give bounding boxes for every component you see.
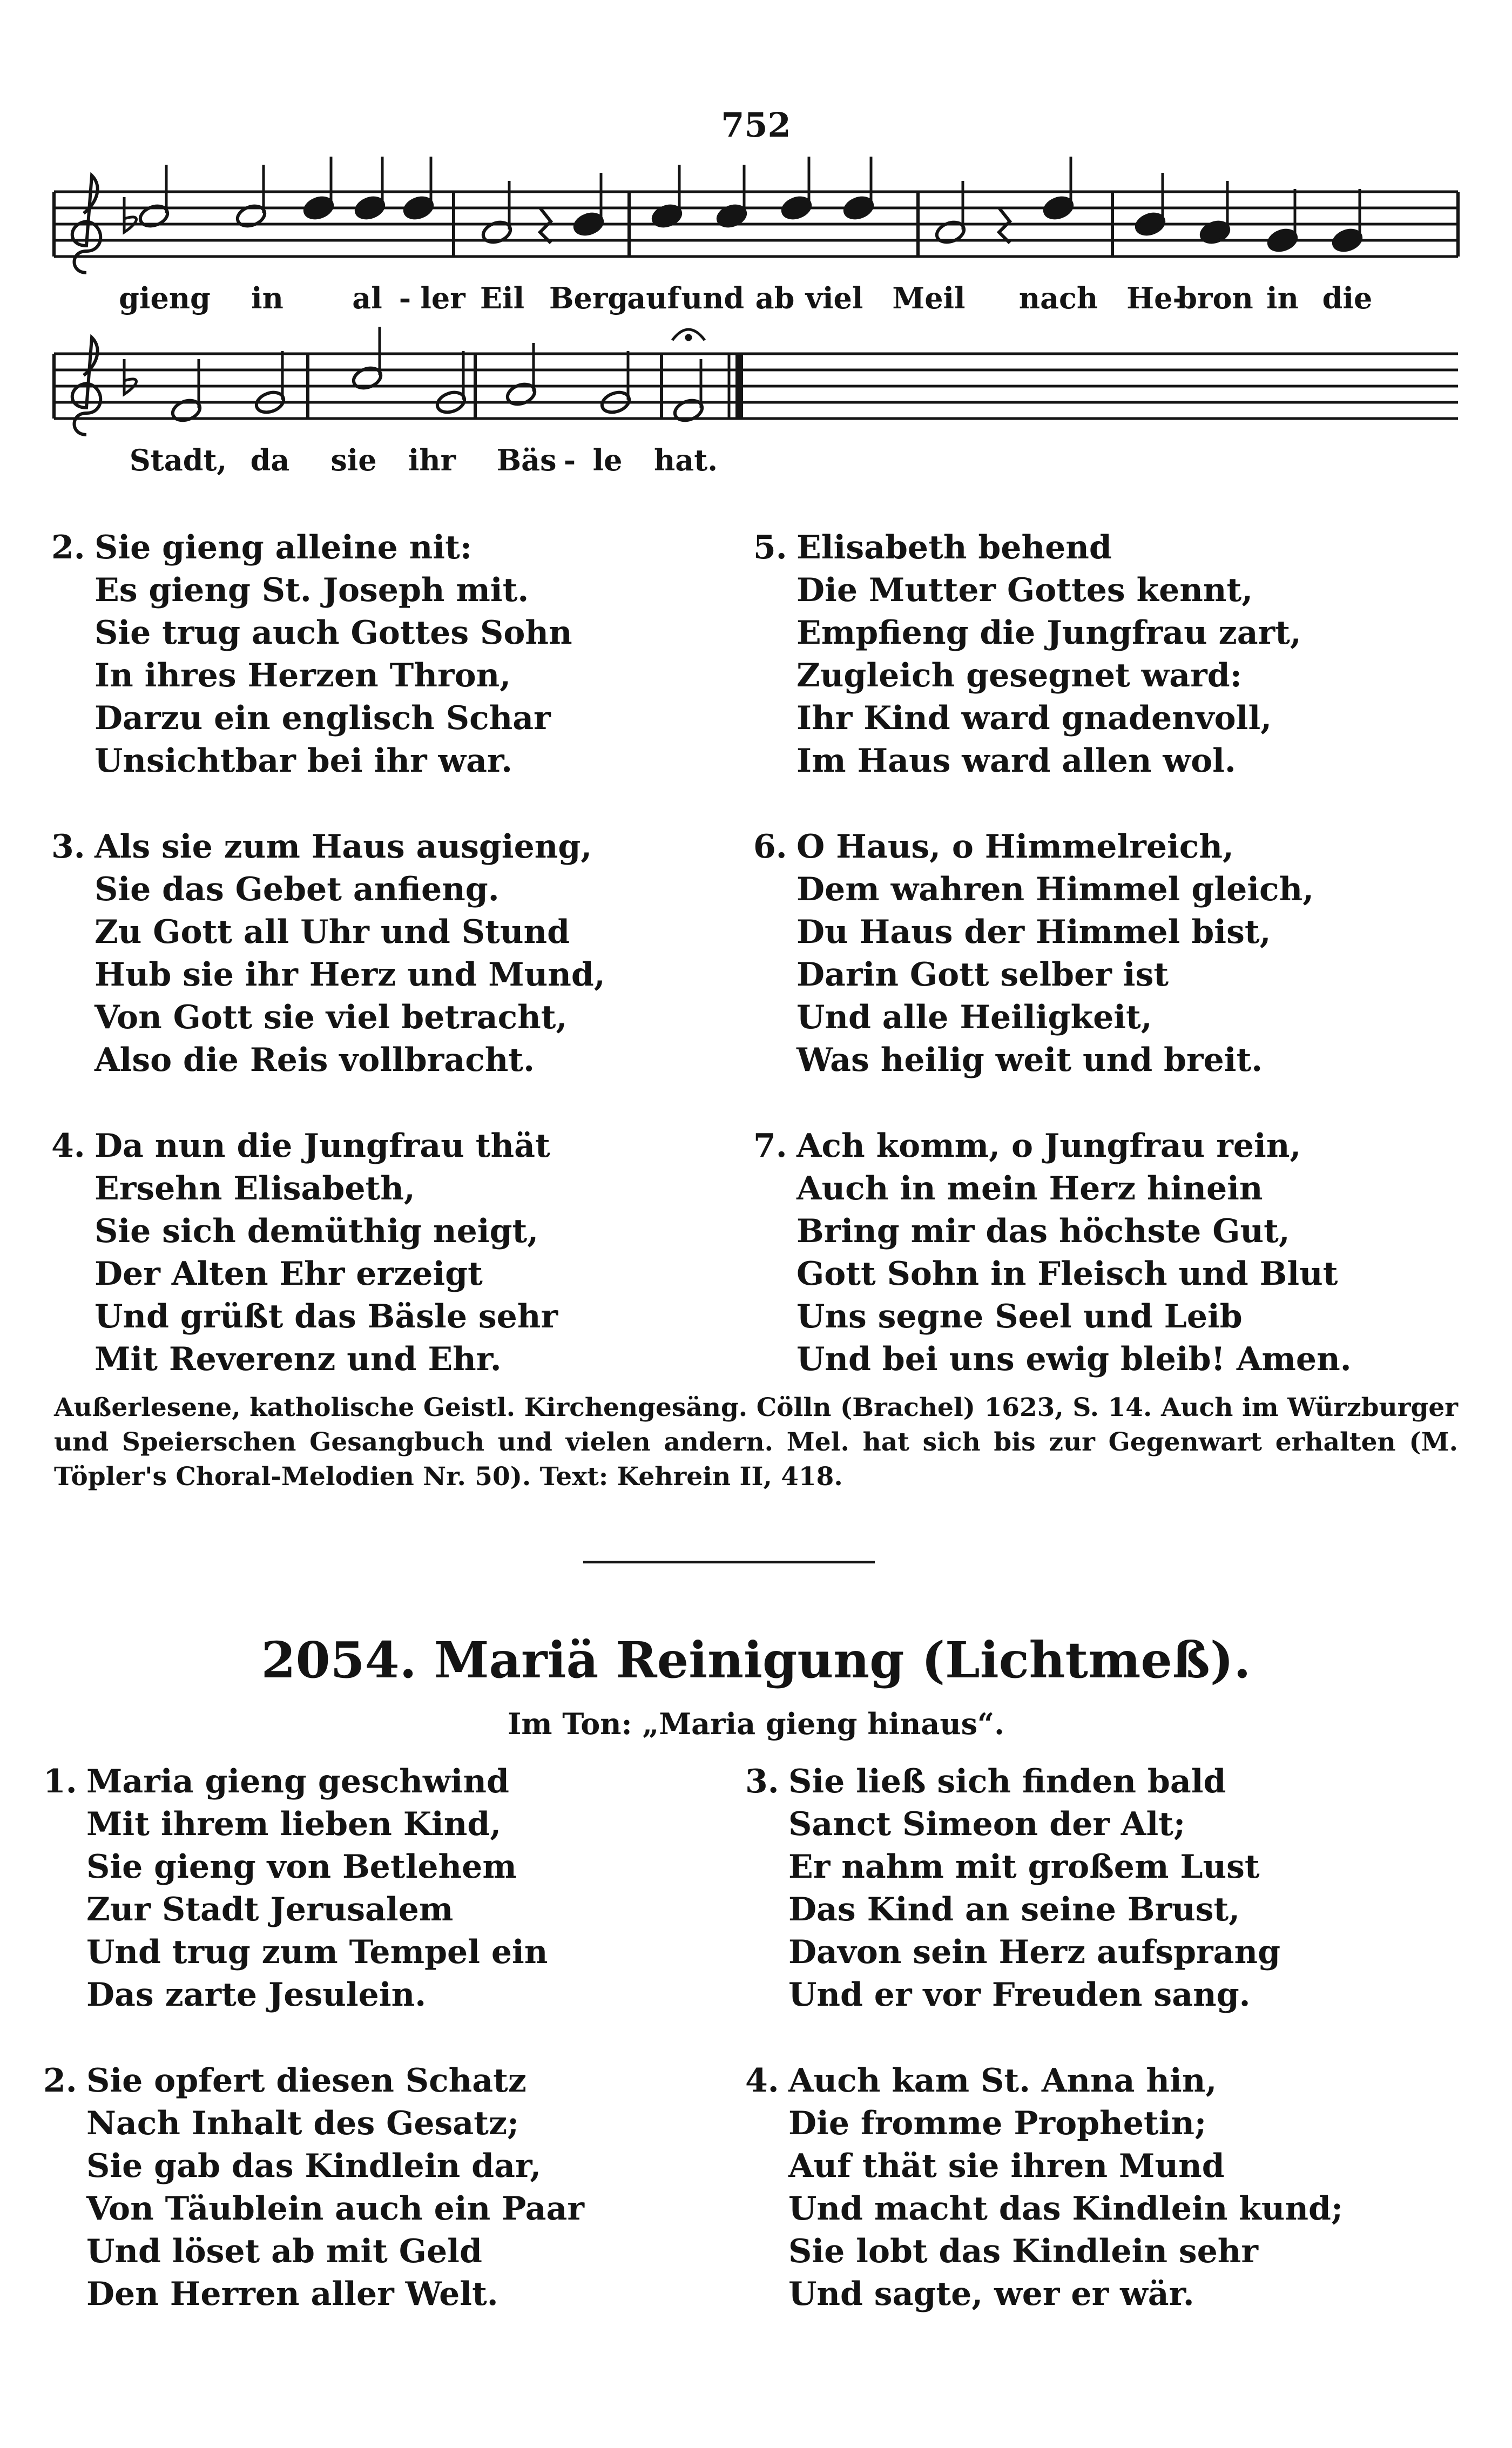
lyric-syllable: le [592, 443, 623, 477]
stanza-line-text: Das zarte Jesulein. [86, 1976, 427, 2014]
stanza-line-text: Darzu ein englisch Schar [94, 699, 551, 737]
stanza-line [745, 1974, 1280, 2017]
stanza-line-text: Von Gott sie viel betracht, [94, 999, 568, 1036]
stanza-line-text: Dem wahren Himmel gleich, [796, 871, 1314, 908]
stanza-line-text: Der Alten Ehr erzeigt [94, 1255, 483, 1293]
stanza-line-text: Die fromme Prophetin; [788, 2105, 1207, 2142]
stanza-line-text: Zur Stadt Jerusalem [86, 1891, 454, 1928]
stanza-line [753, 1338, 1352, 1381]
stanza-number: 2. [43, 2062, 77, 2100]
stanza-line [43, 1889, 548, 1931]
stanza-line-text: Sie gieng von Betlehem [86, 1848, 517, 1886]
stanza-line-text: Und alle Heiligkeit, [796, 999, 1152, 1036]
stanza-line-text: Von Täublein auch ein Paar [86, 2190, 585, 2228]
lyric-syllable: gieng [119, 281, 211, 315]
music-notation [0, 0, 1512, 486]
stanza-line [753, 655, 1301, 697]
stanza-line [51, 1253, 558, 1296]
stanza-line-text: Nach Inhalt des Gesatz; [86, 2105, 519, 2142]
stanza-line-text: Empfieng die Jungfrau zart, [796, 614, 1301, 652]
hymn-subtitle: Im Ton: „Maria gieng hinaus“. [508, 1707, 1004, 1741]
stanza-line [753, 1039, 1314, 1082]
stanza-line [753, 612, 1301, 655]
lyric-syllable: viel [805, 281, 863, 315]
stanza-line [753, 697, 1301, 740]
stanza-line [753, 868, 1314, 911]
stanza-line-text: Und löset ab mit Geld [86, 2233, 482, 2270]
stanza-line-text: Sie trug auch Gottes Sohn [94, 614, 572, 652]
stanza-line-text: Er nahm mit großem Lust [788, 1848, 1260, 1886]
stanza-line [43, 1803, 548, 1846]
stanza [753, 1125, 1352, 1381]
stanza-line [753, 826, 1314, 868]
stanza-number: 7. [753, 1127, 787, 1165]
lyric-syllable: Berg [549, 281, 629, 315]
stanza-line [51, 1168, 558, 1210]
source-note: Außerlesene, katholische Geistl. Kirchengesäng. Cölln (Brachel) 1623, S. 14. Auch im Würzburger und Speierschen Gesangbuch und vielen andern. Mel. hat sich bis zur Gegenwart erhalten (M. Töpler's Choral-Melodien Nr. 50). Text: Kehrein II, 418. [54, 1393, 1458, 1492]
stanza-number: 3. [51, 828, 85, 866]
stanza-line-text: Auch in mein Herz hinein [796, 1170, 1263, 1208]
stanza-number: 1. [43, 1763, 77, 1800]
lyric-syllable: - [399, 281, 411, 315]
stanza-line-text: Maria gieng geschwind [86, 1763, 509, 1800]
stanza [51, 826, 605, 1082]
stanza-number: 2. [51, 529, 85, 567]
stanza-line-text: Sie gieng alleine nit: [94, 529, 472, 567]
stanza-line-text: Sie das Gebet anfieng. [94, 871, 500, 908]
stanza-line-text: Sie ließ sich finden bald [788, 1763, 1226, 1800]
stanza-line-text: Zugleich gesegnet ward: [796, 657, 1242, 694]
stanza-line-text: Bring mir das höchste Gut, [796, 1212, 1290, 1250]
page-number: 752 [721, 105, 791, 145]
lyric-syllable: in [1266, 281, 1299, 315]
stanza-line-text: Und bei uns ewig bleib! Amen. [796, 1340, 1352, 1378]
stanza-line [43, 2060, 584, 2102]
stanza-line-text: Den Herren aller Welt. [86, 2275, 498, 2313]
stanza-line [43, 2230, 584, 2273]
stanza-line-text: Sie opfert diesen Schatz [86, 2062, 526, 2100]
stanza-line [51, 954, 605, 996]
music-lyrics-line-1 [0, 281, 1512, 324]
stanza [43, 1761, 548, 2017]
stanza-line [51, 868, 605, 911]
stanza-line [745, 2273, 1343, 2316]
stanza-line [745, 2102, 1343, 2145]
stanza-line [51, 1210, 558, 1253]
stanza-line [753, 740, 1301, 783]
stanza-line-text: Und er vor Freuden sang. [788, 1976, 1251, 2014]
stanza-line-text: Die Mutter Gottes kennt, [796, 571, 1253, 609]
stanza-line [745, 1803, 1280, 1846]
stanza-line-text: Und macht das Kindlein kund; [788, 2190, 1344, 2228]
stanza-line-text: Als sie zum Haus ausgieng, [94, 828, 592, 866]
stanza [51, 1125, 558, 1381]
lyric-syllable: und [681, 281, 745, 315]
stanza-line [753, 1296, 1352, 1338]
stanza-number: 4. [745, 2062, 779, 2100]
stanza [753, 527, 1301, 783]
stanza-line-text: Ach komm, o Jungfrau rein, [796, 1127, 1301, 1165]
stanza-line-text: Und grüßt das Bäsle sehr [94, 1298, 558, 1336]
hymn-title: 2054. Mariä Reinigung (Lichtmeß). [261, 1631, 1251, 1689]
stanza-line [753, 1210, 1352, 1253]
stanza-number: 5. [753, 529, 787, 567]
lyric-syllable: ab [755, 281, 795, 315]
stanza-line-text: Und sagte, wer er wär. [788, 2275, 1194, 2313]
stanza-line-text: Uns segne Seel und Leib [796, 1298, 1243, 1336]
lyric-syllable: auf [627, 281, 680, 315]
lyric-syllable: Meil [892, 281, 966, 315]
lyric-syllable: He- [1126, 281, 1185, 315]
stanza-line-text: Sanct Simeon der Alt; [788, 1805, 1186, 1843]
stanza-line-text: Da nun die Jungfrau thät [94, 1127, 550, 1165]
music-lyrics-line-2 [0, 443, 1512, 486]
lyric-syllable: da [250, 443, 290, 477]
stanza [753, 826, 1314, 1082]
stanza-line-text: O Haus, o Himmelreich, [796, 828, 1234, 866]
lyric-syllable: hat. [654, 443, 718, 477]
stanza-line-text: Gott Sohn in Fleisch und Blut [796, 1255, 1338, 1293]
stanza-line [43, 1761, 548, 1803]
lyric-syllable: bron [1177, 281, 1253, 315]
stanza-line [43, 2273, 584, 2316]
stanza-line [51, 1125, 558, 1168]
stanza-line [43, 2145, 584, 2188]
stanza-line [753, 569, 1301, 612]
stanza-line [51, 612, 572, 655]
stanza-line [51, 697, 572, 740]
stanza-line-text: Davon sein Herz aufsprang [788, 1933, 1281, 1971]
stanza-line [51, 1338, 558, 1381]
stanza-line [745, 2188, 1343, 2230]
stanza-line-text: Und trug zum Tempel ein [86, 1933, 548, 1971]
lyric-syllable: in [251, 281, 284, 315]
stanza-line [51, 1039, 605, 1082]
stanza-line-text: Hub sie ihr Herz und Mund, [94, 956, 605, 994]
stanza-line [745, 1846, 1280, 1889]
lyric-syllable: ler [420, 281, 465, 315]
stanza-line-text: Was heilig weit und breit. [796, 1041, 1263, 1079]
stanza-line [745, 2060, 1343, 2102]
stanza-line [745, 1931, 1280, 1974]
lyric-syllable: die [1322, 281, 1373, 315]
stanza-line-text: Mit ihrem lieben Kind, [86, 1805, 502, 1843]
stanza-line-text: Ersehn Elisabeth, [94, 1170, 415, 1208]
stanza-line [51, 740, 572, 783]
stanza-line [745, 1761, 1280, 1803]
stanza-line [51, 1296, 558, 1338]
stanza [43, 2060, 584, 2316]
stanza [745, 2060, 1343, 2316]
stanza-line-text: Sie sich demüthig neigt, [94, 1212, 539, 1250]
stanza-line [51, 996, 605, 1039]
stanza-line [43, 2188, 584, 2230]
stanza-line [51, 911, 605, 954]
stanza-line-text: Ihr Kind ward gnadenvoll, [796, 699, 1272, 737]
stanza-line-text: Sie gab das Kindlein dar, [86, 2147, 542, 2185]
stanza-line [43, 1846, 548, 1889]
section-divider [583, 1561, 875, 1563]
stanza-line [51, 826, 605, 868]
lyric-syllable: Eil [480, 281, 525, 315]
lyric-syllable: al [352, 281, 382, 315]
stanza-line [753, 1125, 1352, 1168]
stanza-number: 3. [745, 1763, 779, 1800]
stanza [745, 1761, 1280, 2017]
stanza-line-text: In ihres Herzen Thron, [94, 657, 511, 694]
lyric-syllable: Stadt, [129, 443, 227, 477]
stanza-line-text: Auch kam St. Anna hin, [788, 2062, 1217, 2100]
stanza-line [51, 655, 572, 697]
stanza-line [745, 2230, 1343, 2273]
stanza-line [43, 2102, 584, 2145]
stanza-line [51, 569, 572, 612]
stanza-line [753, 954, 1314, 996]
stanza-line-text: Unsichtbar bei ihr war. [94, 742, 512, 780]
stanza-line-text: Darin Gott selber ist [796, 956, 1169, 994]
lyric-syllable: sie [330, 443, 377, 477]
stanza-line [51, 527, 572, 569]
stanza-line-text: Es gieng St. Joseph mit. [94, 571, 529, 609]
lyric-syllable: nach [1018, 281, 1098, 315]
stanza-line-text: Das Kind an seine Brust, [788, 1891, 1240, 1928]
stanza-line [753, 1253, 1352, 1296]
stanza-line-text: Elisabeth behend [796, 529, 1112, 567]
stanza-line [745, 2145, 1343, 2188]
stanza-line-text: Also die Reis vollbracht. [94, 1041, 535, 1079]
stanza-number: 4. [51, 1127, 85, 1165]
stanza-line [753, 527, 1301, 569]
stanza [51, 527, 572, 783]
stanza-line [43, 1931, 548, 1974]
stanza-line [753, 1168, 1352, 1210]
lyric-syllable: Bäs [496, 443, 557, 477]
lyric-syllable: ihr [408, 443, 456, 477]
stanza-line-text: Zu Gott all Uhr und Stund [94, 913, 570, 951]
stanza-line [745, 1889, 1280, 1931]
lyric-syllable: - [563, 443, 576, 477]
stanza-line [753, 911, 1314, 954]
stanza-line-text: Sie lobt das Kindlein sehr [788, 2233, 1259, 2270]
stanza-line-text: Im Haus ward allen wol. [796, 742, 1236, 780]
stanza-line [753, 996, 1314, 1039]
stanza-line [43, 1974, 548, 2017]
stanza-line-text: Mit Reverenz und Ehr. [94, 1340, 502, 1378]
stanza-line-text: Du Haus der Himmel bist, [796, 913, 1271, 951]
stanza-number: 6. [753, 828, 787, 866]
stanza-line-text: Auf thät sie ihren Mund [788, 2147, 1225, 2185]
